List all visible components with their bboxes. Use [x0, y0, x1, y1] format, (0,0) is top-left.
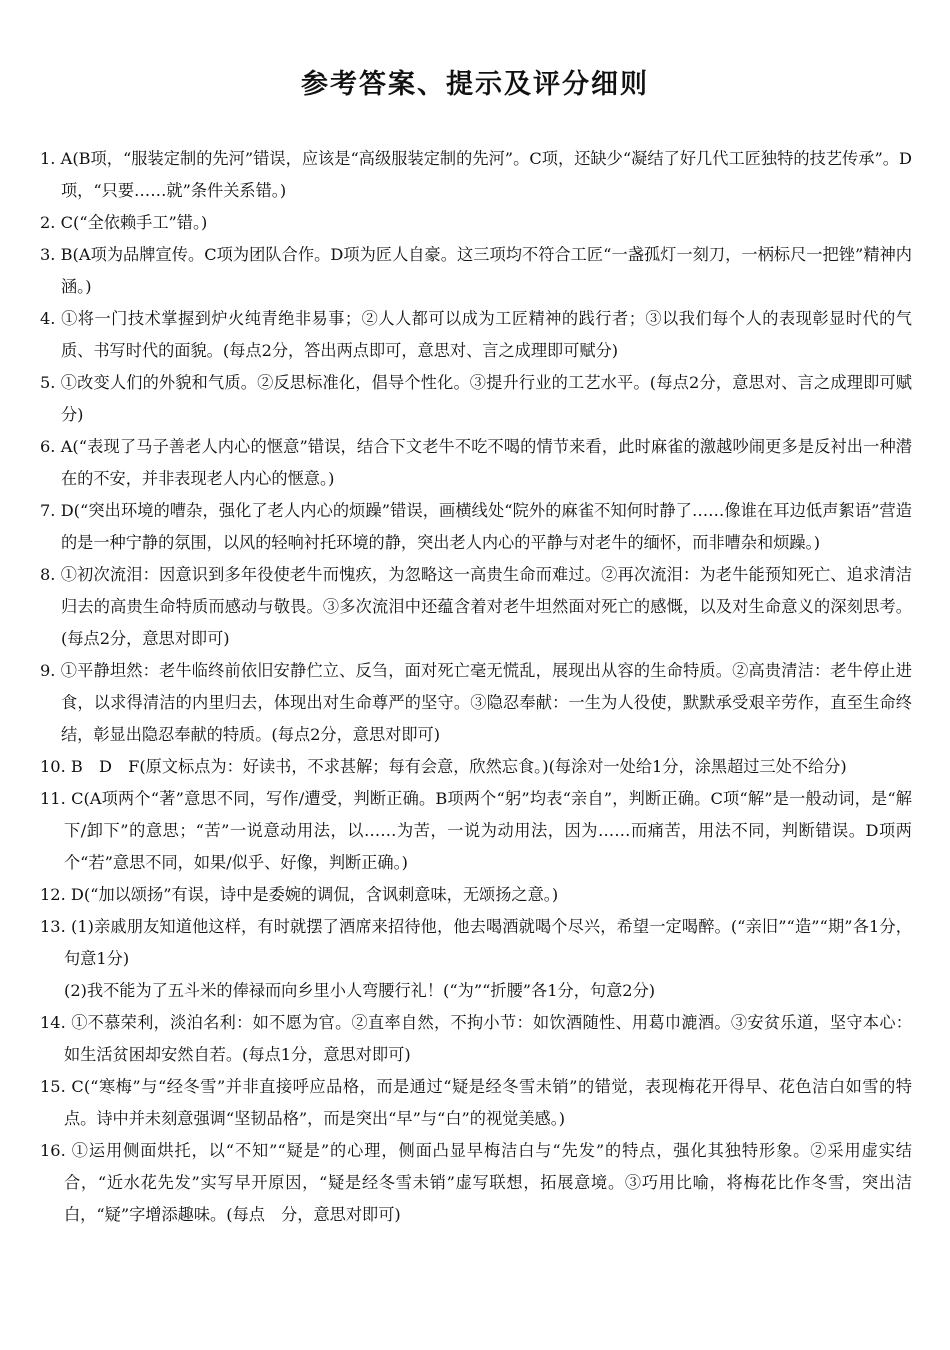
answer-item-13-part2: (2)我不能为了五斗米的俸禄而向乡里小人弯腰行礼！(“为”“折腰”各1分，句意2分) — [64, 981, 656, 1000]
answer-item-16: 16. ①运用侧面烘托，以“不知”“疑是”的心理，侧面凸显早梅洁白与“先发”的特点，强化其独特形象。②采用虚实结合，“近水花先发”实写早开原因，“疑是经冬雪未销”虚写联想，拓展意境。③巧用比喻，将梅花比作冬雪，突出洁白，“疑”字增添趣味。(每点 分，意思对即可) — [40, 1141, 912, 1224]
answer-item-6: 6. A(“表现了马子善老人内心的惬意”错误，结合下文老牛不吃不喝的情节来看，此时麻雀的激越吵闹更多是反衬出一种潜在的不安，并非表现老人内心的惬意。) — [40, 437, 912, 488]
page-title: 参考答案、提示及评分细则 — [301, 69, 649, 100]
answer-item-7: 7. D(“突出环境的嘈杂，强化了老人内心的烦躁”错误，画横线处“院外的麻雀不知何时静了……像谁在耳边低声絮语”营造的是一种宁静的氛围，以风的轻响衬托环境的静，突出老人内心的平静与对老牛的缅怀，而非嘈杂和烦躁。) — [40, 501, 912, 552]
answer-item-14: 14. ①不慕荣利，淡泊名利：如不愿为官。②直率自然，不拘小节：如饮酒随性、用葛巾漉酒。③安贫乐道，坚守本心：如生活贫困却安然自若。(每点1分，意思对即可) — [40, 1013, 912, 1064]
answer-item-12: 12. D(“加以颂扬”有误，诗中是委婉的调侃，含讽刺意味，无颂扬之意。) — [40, 885, 559, 904]
answer-item-5: 5. ①改变人们的外貌和气质。②反思标准化，倡导个性化。③提升行业的工艺水平。(每点2分，意思对、言之成理即可赋分) — [40, 373, 912, 424]
answer-item-9: 9. ①平静坦然：老牛临终前依旧安静伫立、反刍，面对死亡毫无慌乱，展现出从容的生命特质。②高贵清洁：老牛停止进食，以求得清洁的内里归去，体现出对生命尊严的坚守。③隐忍奉献：一生为人役使，默默承受艰辛劳作，直至生命终结，彰显出隐忍奉献的特质。(每点2分，意思对即可) — [40, 661, 912, 744]
answer-item-10: 10. B D F(原文标点为：好读书，不求甚解；每有会意，欣然忘食。)(每涂对一处给1分，涂黑超过三处不给分) — [40, 757, 847, 776]
answer-item-1: 1. A(B项，“服装定制的先河”错误，应该是“高级服装定制的先河”。C项，还缺少“凝结了好几代工匠独特的技艺传承”。D项，“只要……就”条件关系错。) — [40, 149, 912, 200]
answer-item-8: 8. ①初次流泪：因意识到多年役使老牛而愧疚，为忽略这一高贵生命而难过。②再次流泪：为老牛能预知死亡、追求清洁归去的高贵生命特质而感动与敬畏。③多次流泪中还蕴含着对老牛坦然面对死亡的感慨，以及对生命意义的深刻思考。(每点2分，意思对即可) — [40, 565, 912, 648]
answer-item-13: 13. (1)亲戚朋友知道他这样，有时就摆了酒席来招待他，他去喝酒就喝个尽兴，希望一定喝醉。(“亲旧”“造”“期”各1分，句意1分) — [40, 917, 912, 968]
answer-item-4: 4. ①将一门技术掌握到炉火纯青绝非易事；②人人都可以成为工匠精神的践行者；③以我们每个人的表现彰显时代的气质、书写时代的面貌。(每点2分，答出两点即可，意思对、言之成理即可赋分) — [40, 309, 912, 360]
answer-item-3: 3. B(A项为品牌宣传。C项为团队合作。D项为匠人自豪。这三项均不符合工匠“一盏孤灯一刻刀，一柄标尺一把锉”精神内涵。) — [40, 245, 912, 296]
answer-item-15: 15. C(“寒梅”与“经冬雪”并非直接呼应品格，而是通过“疑是经冬雪未销”的错觉，表现梅花开得早、花色洁白如雪的特点。诗中并未刻意强调“坚韧品格”，而是突出“早”与“白”的视觉美感。) — [40, 1077, 912, 1128]
answer-item-11: 11. C(A项两个“著”意思不同，写作/遭受，判断正确。B项两个“躬”均表“亲自”，判断正确。C项“解”是一般动词，是“解下/卸下”的意思；“苦”一说意动用法，以……为苦，一说为动用法，因为……而痛苦，用法不同，判断错误。D项两个“若”意思不同，如果/似乎、好像，判断正确。) — [40, 789, 912, 872]
answer-list — [40, 143, 912, 1231]
answer-item-2: 2. C(“全依赖手工”错。) — [40, 213, 208, 232]
